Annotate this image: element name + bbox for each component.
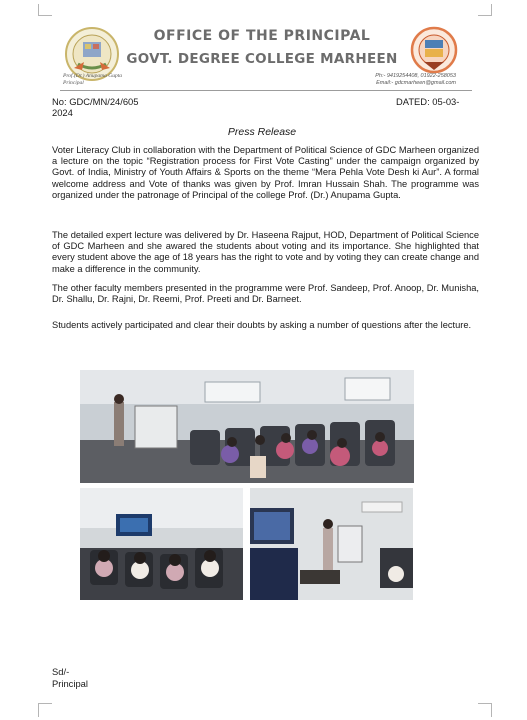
letterhead-title: OFFICE OF THE PRINCIPAL — [153, 28, 371, 44]
signature-mark: Sd/- — [52, 666, 70, 677]
signature-block — [52, 666, 88, 690]
emblem-icon — [410, 26, 458, 76]
reference-number-text: No: GDC/MN/24/605 — [52, 96, 139, 107]
reference-number — [52, 96, 139, 118]
paragraph-intro: Voter Literacy Club in collaboration with the Department of Political Science of GDC Marheen organized a lecture on the topic “Registration process for First Vote Casting” under the campaign organized by Govt. of India, Ministry of Youth Affairs & Sports on the theme “Mera Pehla Vote Desh ki Aur”. A formal welcome address and Vote of thanks was given by Prof. Imran Hussain Shah. The programme was organized under the patronage of Principal of the college Prof. (Dr.) Anupama Gupta. — [52, 145, 479, 200]
press-release-title: Press Release — [227, 126, 297, 138]
letterhead-subtitle: GOVT. DEGREE COLLEGE MARHEEN — [126, 51, 398, 67]
paragraph-faculty: The other faculty members presented in the programme were Prof. Sandeep, Prof. Anoop, Dr. Munisha, Dr. Shallu, Dr. Rajni, Dr. Reemi, Prof. Preeti and Dr. Barneet. — [52, 283, 479, 305]
principal-role: Principal — [63, 80, 84, 86]
signature-title: Principal — [52, 678, 88, 689]
event-photo-auditorium — [80, 370, 414, 483]
email-address: Email:- gdcmarheen@gmail.com — [376, 80, 456, 86]
letterhead — [52, 20, 472, 94]
crop-mark-bottom-right — [478, 703, 492, 717]
contact-block — [375, 73, 456, 87]
principal-block — [63, 73, 122, 87]
speaker-photo-image — [250, 488, 413, 600]
lecture-room-photo-image — [80, 488, 243, 600]
crop-mark-bottom-left — [38, 703, 52, 717]
paragraph-lecture: The detailed expert lecture was delivered by Dr. Haseena Rajput, HOD, Department of Political Science of GDC Marheen and she awared the students about voting and its importance. She highlighted that every student above the age of 18 years has the right to vote and by voting they can create change and make a difference in the community. — [52, 230, 479, 274]
auditorium-photo-image — [80, 370, 414, 483]
paragraph-participation: Students actively participated and clear their doubts by asking a number of questions after the lecture. — [52, 320, 472, 330]
letterhead-divider — [60, 90, 472, 91]
event-photo-speaker — [250, 488, 413, 600]
reference-year: 2024 — [52, 107, 73, 118]
principal-name: Prof.(Dr.) Anupama Gupta — [63, 73, 122, 79]
crop-mark-top-right — [478, 4, 492, 16]
crop-mark-top-left — [38, 4, 52, 16]
event-photo-lecture-room — [80, 488, 243, 600]
phone-number: Ph:- 9419254408, 01922-258053 — [375, 73, 456, 79]
dated-label: DATED: 05-03- — [396, 96, 460, 107]
